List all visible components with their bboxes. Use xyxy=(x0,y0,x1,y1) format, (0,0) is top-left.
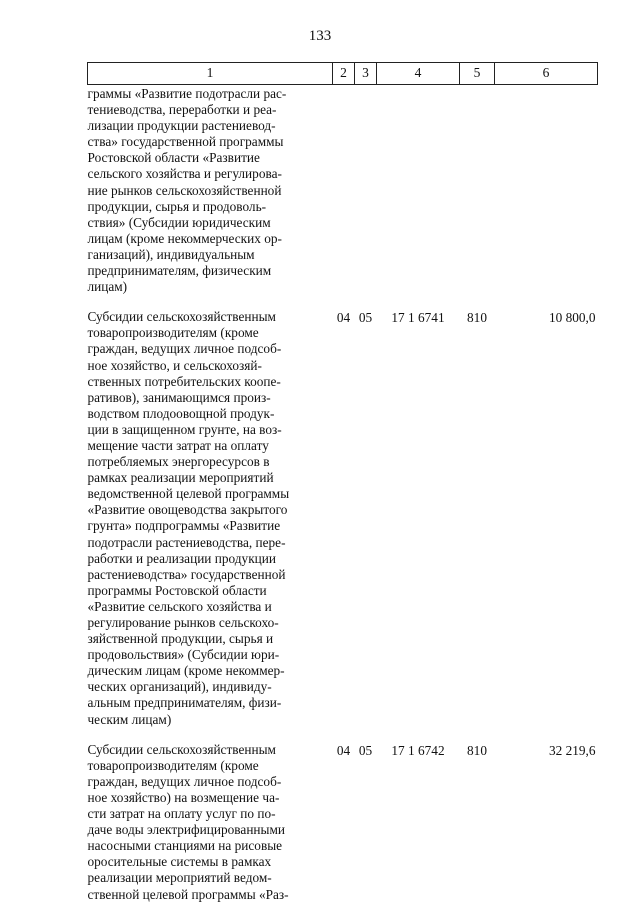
budget-table xyxy=(87,62,598,917)
row-target-item-code xyxy=(377,85,460,310)
row-expense-type-code: 810 xyxy=(467,310,487,326)
column-header-3: 3 xyxy=(355,63,377,85)
page-number: 133 xyxy=(308,28,332,44)
row-amount xyxy=(495,85,598,310)
row-expense-type-code: 810 xyxy=(467,742,487,758)
row-amount: 32 219,6 xyxy=(548,742,596,758)
column-header-1: 1 xyxy=(88,63,333,85)
column-header-6: 6 xyxy=(495,63,598,85)
row-section-code: 04 xyxy=(336,310,351,326)
table-row xyxy=(88,742,598,917)
row-subsection-code: 05 xyxy=(358,310,373,326)
row-target-item-code: 17 1 6741 xyxy=(391,310,445,326)
row-subsection-code: 05 xyxy=(358,742,373,758)
column-header-5: 5 xyxy=(460,63,495,85)
column-header-2: 2 xyxy=(333,63,355,85)
row-description: граммы «Развитие подотрасли рас- тениеводства, переработки и реа- лизации продукции растениевод- ства» государственной программы Ростовской области «Развитие сельского хозяйства и регулирова- ние рынков сельскохозяйственной продукции, сырья и продоволь- ствия» (Субсидии юридическим лицам (кроме некоммерческих ор- ганизаций), индивидуальным предпринимателям, физическим лицам) xyxy=(87,86,287,295)
row-amount: 10 800,0 xyxy=(548,310,596,326)
row-target-item-code: 17 1 6742 xyxy=(391,742,445,758)
column-number-header-row xyxy=(88,63,598,85)
row-expense-type-code xyxy=(460,85,495,310)
row-description: Субсидии сельскохозяйственным товаропроизводителям (кроме граждан, ведущих личное подсоб- ное хозяйство, и сельскохозяй- ственных потребительских коопе- ративов), занимающимся произ- водством плодоовощной продук- ции в защищенном грунте, на воз- мещение части затрат на оплату потребляемых энергоресурсов в рамках реализации мероприятий ведомственной целевой программы «Развитие овощеводства закрытого грунта» подпрограммы «Развитие подотрасли растениеводства, пере- работки и реализации продукции растениеводства» государственной программы Ростовской области «Развитие сельского хозяйства и регулирование рынков сельскохо- зяйственной продукции, сырья и продовольствия» (Субсидии юри- дическим лицам (кроме некоммер- ческих организаций), индивиду- альным предпринимателям, физи- ческим лицам) xyxy=(87,309,290,727)
table-row xyxy=(88,309,598,741)
row-description: Субсидии сельскохозяйственным товаропроизводителям (кроме граждан, ведущих личное подсоб- ное хозяйство) на возмещение ча- сти затрат на оплату услуг по по- даче воды электрифицированными насосными станциями на рисовые оросительные системы в рамках реализации мероприятий ведом- ственной целевой программы «Раз- xyxy=(87,741,289,902)
column-header-4: 4 xyxy=(377,63,460,85)
row-section-code: 04 xyxy=(336,742,351,758)
row-subsection-code xyxy=(355,85,377,310)
row-section-code xyxy=(333,85,355,310)
table-row xyxy=(88,85,598,310)
